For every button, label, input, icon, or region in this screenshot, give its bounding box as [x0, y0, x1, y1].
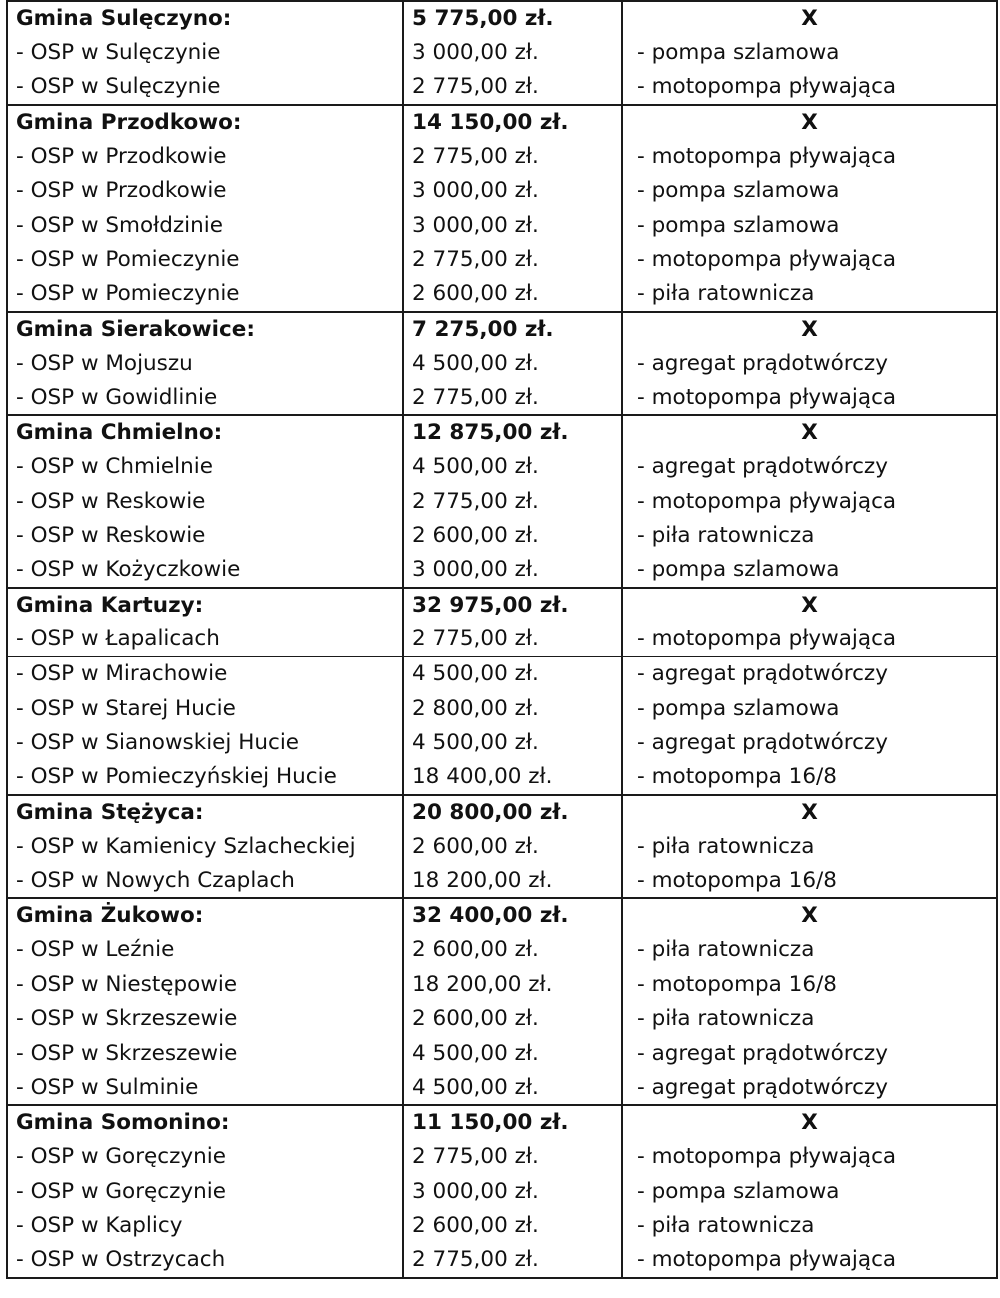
- unit-row: [7, 208, 997, 243]
- funding-table: [6, 0, 998, 1279]
- unit-row: [7, 36, 997, 71]
- unit-name: - OSP w Łapalicach: [7, 622, 403, 657]
- unit-amount: 4 500,00 zł.: [403, 346, 622, 381]
- unit-name: - OSP w Niestępowie: [7, 967, 403, 1002]
- municipality-total: 32 400,00 zł.: [403, 898, 622, 933]
- unit-row: [7, 760, 997, 795]
- unit-amount: 4 500,00 zł.: [403, 450, 622, 485]
- municipality-mark: X: [622, 588, 997, 623]
- equipment-item: - motopompa pływająca: [622, 622, 997, 657]
- equipment-item: - agregat prądotwórczy: [622, 657, 997, 692]
- unit-amount: 2 775,00 zł.: [403, 243, 622, 278]
- municipality-name: Gmina Sulęczyno:: [7, 1, 403, 36]
- unit-name: - OSP w Reskowie: [7, 484, 403, 519]
- unit-row: [7, 726, 997, 761]
- unit-row: [7, 1036, 997, 1071]
- equipment-item: - agregat prądotwórczy: [622, 450, 997, 485]
- unit-amount: 3 000,00 zł.: [403, 553, 622, 588]
- municipality-name: Gmina Kartuzy:: [7, 588, 403, 623]
- unit-amount: 3 000,00 zł.: [403, 36, 622, 71]
- municipality-mark: X: [622, 1, 997, 36]
- unit-amount: 3 000,00 zł.: [403, 208, 622, 243]
- municipality-row: [7, 1, 997, 36]
- municipality-row: [7, 415, 997, 450]
- municipality-row: [7, 795, 997, 830]
- equipment-item: - motopompa pływająca: [622, 139, 997, 174]
- unit-amount: 18 200,00 zł.: [403, 967, 622, 1002]
- municipality-total: 11 150,00 zł.: [403, 1105, 622, 1140]
- unit-row: [7, 829, 997, 864]
- unit-name: - OSP w Pomieczynie: [7, 243, 403, 278]
- unit-amount: 18 200,00 zł.: [403, 864, 622, 899]
- equipment-item: - pompa szlamowa: [622, 36, 997, 71]
- unit-row: [7, 967, 997, 1002]
- unit-name: - OSP w Goręczynie: [7, 1140, 403, 1175]
- equipment-item: - piła ratownicza: [622, 1002, 997, 1037]
- equipment-item: - agregat prądotwórczy: [622, 346, 997, 381]
- unit-name: - OSP w Kamienicy Szlacheckiej: [7, 829, 403, 864]
- equipment-item: - agregat prądotwórczy: [622, 726, 997, 761]
- unit-name: - OSP w Gowidlinie: [7, 381, 403, 416]
- unit-amount: 2 800,00 zł.: [403, 691, 622, 726]
- equipment-item: - piła ratownicza: [622, 519, 997, 554]
- equipment-item: - pompa szlamowa: [622, 1174, 997, 1209]
- unit-row: [7, 1174, 997, 1209]
- unit-amount: 18 400,00 zł.: [403, 760, 622, 795]
- unit-name: - OSP w Sulęczynie: [7, 70, 403, 105]
- equipment-item: - motopompa 16/8: [622, 967, 997, 1002]
- unit-name: - OSP w Pomieczyńskiej Hucie: [7, 760, 403, 795]
- equipment-item: - piła ratownicza: [622, 829, 997, 864]
- equipment-item: - motopompa 16/8: [622, 864, 997, 899]
- unit-name: - OSP w Skrzeszewie: [7, 1036, 403, 1071]
- municipality-name: Gmina Sierakowice:: [7, 312, 403, 347]
- municipality-name: Gmina Somonino:: [7, 1105, 403, 1140]
- equipment-item: - piła ratownicza: [622, 933, 997, 968]
- unit-amount: 4 500,00 zł.: [403, 1036, 622, 1071]
- unit-name: - OSP w Pomieczynie: [7, 277, 403, 312]
- equipment-item: - agregat prądotwórczy: [622, 1071, 997, 1106]
- unit-amount: 2 600,00 zł.: [403, 829, 622, 864]
- unit-amount: 2 600,00 zł.: [403, 519, 622, 554]
- municipality-row: [7, 105, 997, 140]
- unit-name: - OSP w Smołdzinie: [7, 208, 403, 243]
- unit-amount: 2 600,00 zł.: [403, 933, 622, 968]
- municipality-mark: X: [622, 795, 997, 830]
- unit-row: [7, 657, 997, 692]
- equipment-item: - agregat prądotwórczy: [622, 1036, 997, 1071]
- unit-row: [7, 864, 997, 899]
- unit-name: - OSP w Przodkowie: [7, 174, 403, 209]
- equipment-item: - pompa szlamowa: [622, 553, 997, 588]
- equipment-item: - motopompa pływająca: [622, 70, 997, 105]
- municipality-row: [7, 312, 997, 347]
- equipment-item: - pompa szlamowa: [622, 174, 997, 209]
- unit-name: - OSP w Mirachowie: [7, 657, 403, 692]
- unit-name: - OSP w Reskowie: [7, 519, 403, 554]
- unit-amount: 2 600,00 zł.: [403, 277, 622, 312]
- unit-amount: 3 000,00 zł.: [403, 174, 622, 209]
- unit-row: [7, 277, 997, 312]
- municipality-row: [7, 898, 997, 933]
- unit-amount: 2 600,00 zł.: [403, 1209, 622, 1244]
- unit-amount: 3 000,00 zł.: [403, 1174, 622, 1209]
- unit-row: [7, 1140, 997, 1175]
- unit-row: [7, 691, 997, 726]
- funding-table-body: [7, 1, 997, 1278]
- municipality-row: [7, 588, 997, 623]
- equipment-item: - pompa szlamowa: [622, 208, 997, 243]
- municipality-mark: X: [622, 1105, 997, 1140]
- unit-row: [7, 450, 997, 485]
- equipment-item: - motopompa pływająca: [622, 243, 997, 278]
- municipality-total: 12 875,00 zł.: [403, 415, 622, 450]
- equipment-item: - motopompa pływająca: [622, 1140, 997, 1175]
- unit-row: [7, 139, 997, 174]
- unit-name: - OSP w Mojuszu: [7, 346, 403, 381]
- unit-name: - OSP w Sulęczynie: [7, 36, 403, 71]
- equipment-item: - motopompa pływająca: [622, 381, 997, 416]
- unit-name: - OSP w Ostrzycach: [7, 1243, 403, 1278]
- unit-row: [7, 70, 997, 105]
- municipality-row: [7, 1105, 997, 1140]
- municipality-mark: X: [622, 105, 997, 140]
- unit-amount: 2 775,00 zł.: [403, 484, 622, 519]
- unit-name: - OSP w Starej Hucie: [7, 691, 403, 726]
- unit-name: - OSP w Nowych Czaplach: [7, 864, 403, 899]
- municipality-name: Gmina Chmielno:: [7, 415, 403, 450]
- municipality-name: Gmina Przodkowo:: [7, 105, 403, 140]
- unit-row: [7, 1071, 997, 1106]
- unit-name: - OSP w Sulminie: [7, 1071, 403, 1106]
- municipality-mark: X: [622, 312, 997, 347]
- unit-row: [7, 243, 997, 278]
- unit-name: - OSP w Kożyczkowie: [7, 553, 403, 588]
- unit-name: - OSP w Skrzeszewie: [7, 1002, 403, 1037]
- unit-amount: 2 775,00 zł.: [403, 139, 622, 174]
- unit-name: - OSP w Goręczynie: [7, 1174, 403, 1209]
- equipment-item: - motopompa pływająca: [622, 1243, 997, 1278]
- unit-amount: 2 775,00 zł.: [403, 622, 622, 657]
- municipality-total: 32 975,00 zł.: [403, 588, 622, 623]
- unit-amount: 2 775,00 zł.: [403, 70, 622, 105]
- unit-amount: 2 600,00 zł.: [403, 1002, 622, 1037]
- unit-row: [7, 553, 997, 588]
- unit-name: - OSP w Chmielnie: [7, 450, 403, 485]
- municipality-total: 5 775,00 zł.: [403, 1, 622, 36]
- equipment-item: - motopompa 16/8: [622, 760, 997, 795]
- municipality-mark: X: [622, 898, 997, 933]
- unit-row: [7, 484, 997, 519]
- municipality-total: 14 150,00 zł.: [403, 105, 622, 140]
- municipality-name: Gmina Stężyca:: [7, 795, 403, 830]
- unit-amount: 4 500,00 zł.: [403, 1071, 622, 1106]
- unit-row: [7, 933, 997, 968]
- unit-name: - OSP w Przodkowie: [7, 139, 403, 174]
- municipality-name: Gmina Żukowo:: [7, 898, 403, 933]
- unit-amount: 4 500,00 zł.: [403, 657, 622, 692]
- unit-row: [7, 381, 997, 416]
- unit-row: [7, 519, 997, 554]
- unit-name: - OSP w Sianowskiej Hucie: [7, 726, 403, 761]
- municipality-total: 20 800,00 zł.: [403, 795, 622, 830]
- unit-amount: 4 500,00 zł.: [403, 726, 622, 761]
- municipality-mark: X: [622, 415, 997, 450]
- unit-row: [7, 1002, 997, 1037]
- unit-row: [7, 346, 997, 381]
- unit-amount: 2 775,00 zł.: [403, 1243, 622, 1278]
- unit-row: [7, 1243, 997, 1278]
- equipment-item: - piła ratownicza: [622, 277, 997, 312]
- unit-name: - OSP w Leźnie: [7, 933, 403, 968]
- unit-row: [7, 1209, 997, 1244]
- equipment-item: - motopompa pływająca: [622, 484, 997, 519]
- unit-amount: 2 775,00 zł.: [403, 381, 622, 416]
- equipment-item: - piła ratownicza: [622, 1209, 997, 1244]
- equipment-item: - pompa szlamowa: [622, 691, 997, 726]
- unit-row: [7, 174, 997, 209]
- unit-amount: 2 775,00 zł.: [403, 1140, 622, 1175]
- unit-name: - OSP w Kaplicy: [7, 1209, 403, 1244]
- municipality-total: 7 275,00 zł.: [403, 312, 622, 347]
- unit-row: [7, 622, 997, 657]
